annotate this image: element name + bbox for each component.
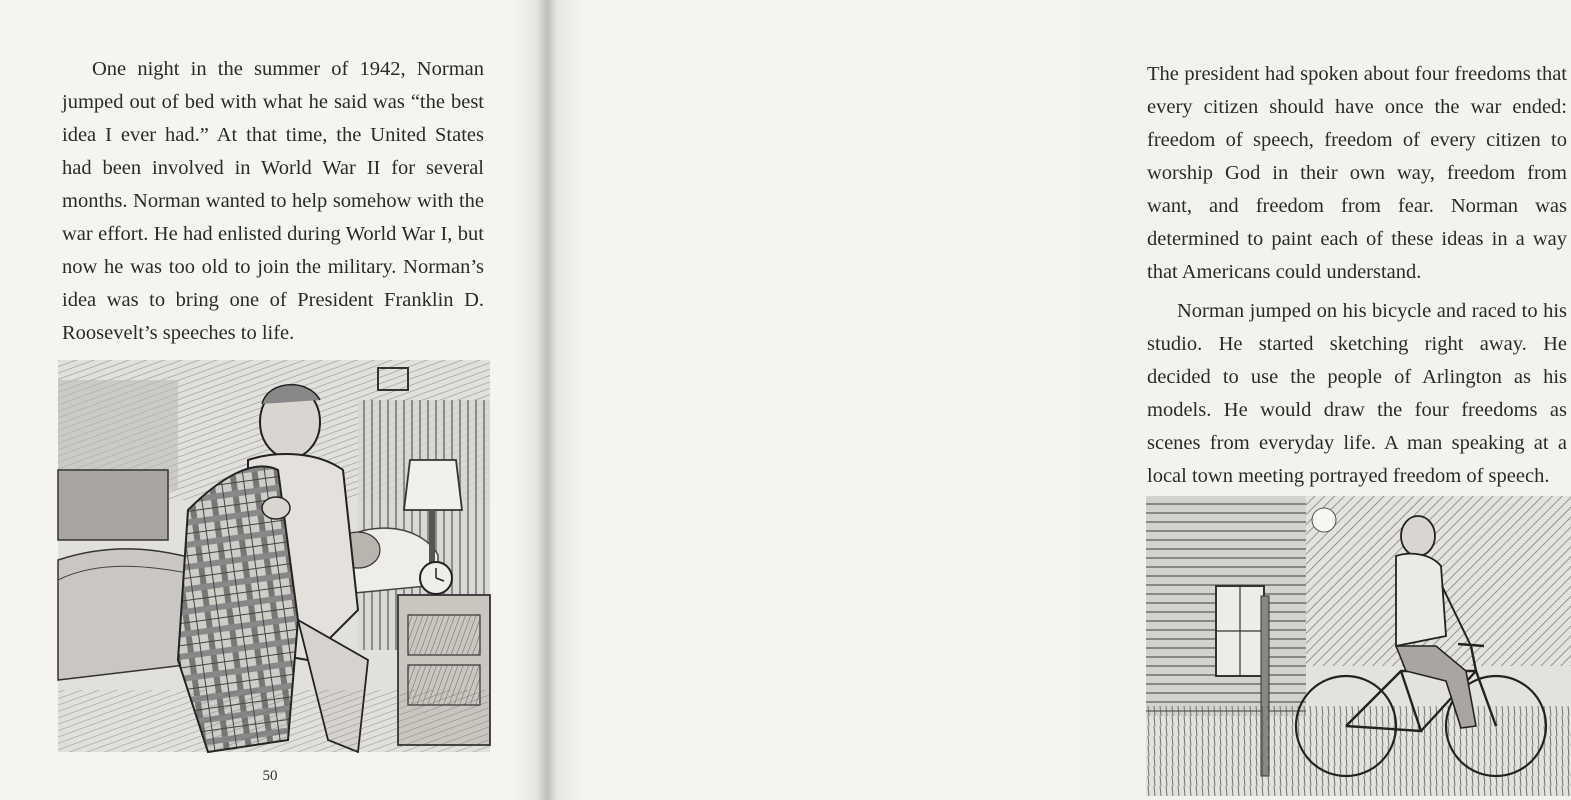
bedroom-sketch-image <box>58 360 490 752</box>
left-paragraph-1: One night in the summer of 1942, Norman jumped out of bed with what he said was “the best idea I ever had.” At that time, the United States had been involved in World War II for several months. Norman wanted to help somehow with the war effort. He had enlisted during World War I, but now he was too old to join the military. Norman’s idea was to bring one of President Franklin D. Roosevelt’s speeches to life. <box>62 58 484 344</box>
right-paragraph-2: Norman jumped on his bicycle and raced to his studio. He started sketching right away. He decided to use the people of Arlington as his models. He would draw the four freedoms as scenes from everyday life. A man speaking at a local town meeting portrayed freedom of speech. <box>1147 300 1567 487</box>
right-paragraph-1: The president had spoken about four freedoms that every citizen should have once the war ended: freedom of speech, freedom of every citizen to worship God in their own way, freedom from want, and freedom from fear. Norman was determined to paint each of these ideas in a way that Americans could understand. <box>1147 63 1567 283</box>
right-page <box>540 0 1567 800</box>
right-page-text <box>1147 58 1567 493</box>
bicycle-sketch-image <box>1146 496 1571 796</box>
illustration-bedroom <box>58 360 490 752</box>
left-page <box>0 0 540 800</box>
illustration-bicycle <box>1146 496 1571 796</box>
page-number: 50 <box>262 768 278 784</box>
left-page-text <box>62 53 484 350</box>
